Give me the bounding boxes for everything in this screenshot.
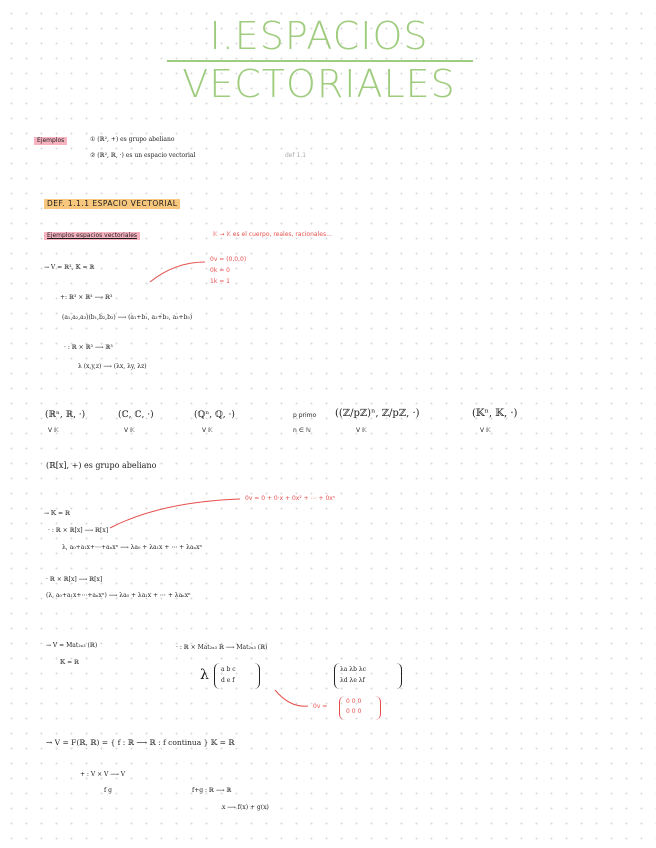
matrix-input-row1: a b c bbox=[221, 666, 236, 673]
ex1-one-k: 1k = 1 bbox=[210, 278, 230, 285]
ex1-scalar-op: · : ℝ × ℝ³ ⟶ ℝ³ bbox=[64, 344, 113, 351]
space-kn: (𝕂ⁿ, 𝕂, ·) bbox=[472, 408, 518, 419]
functions-sum-map: x ⟶ f(x) + g(x) bbox=[222, 804, 269, 811]
prime-note: p primo bbox=[293, 412, 317, 419]
matrix-zero-label: 0v = bbox=[313, 703, 328, 710]
ex1-zero-v: 0v = (0,0,0) bbox=[210, 256, 247, 263]
matrix-zero-row2: 0 0 0 bbox=[346, 708, 362, 715]
ex1-scalar-map: λ (x,y,z) ⟶ (λx, λy, λz) bbox=[78, 363, 147, 370]
intro-line2: ② (ℝ², ℝ, ·) es un espacio vectorial bbox=[90, 152, 196, 159]
examples-note: 𝕂 → 𝕂 es el cuerpo, reales, racionales… bbox=[213, 231, 333, 238]
poly-scalar-map2: (λ, a₀+a₁x+⋯+aₙxⁿ) ⟶ λa₀ + λa₁x + ⋯ + λaₙxⁿ bbox=[46, 592, 191, 599]
intro-line1: ① (ℝ², +) es grupo abeliano bbox=[90, 136, 175, 143]
poly-k: → 𝕂 = ℝ bbox=[44, 510, 70, 517]
space-kn-sub: V 𝕂 bbox=[480, 427, 491, 434]
space-rn: (ℝⁿ, ℝ, ·) bbox=[45, 410, 86, 420]
ex1-zero-k: 0k = 0 bbox=[210, 267, 230, 274]
poly-scalar-op: · : ℝ × ℝ[x] ⟶ ℝ[x] bbox=[48, 527, 109, 534]
poly-scalar-map: λ, a₀+a₁x+⋯+aₙxⁿ ⟶ λa₀ + λa₁x + ⋯ + λaₙxⁿ bbox=[62, 544, 203, 551]
space-c-sub: V 𝕂 bbox=[124, 427, 135, 434]
functions-sum-op: + : V × V ⟶ V bbox=[80, 771, 126, 778]
poly-zero: 0v = 0 + 0·x + 0x² + ⋯ + 0xⁿ bbox=[245, 495, 336, 502]
space-zp: ((ℤ/pℤ)ⁿ, ℤ/pℤ, ·) bbox=[335, 408, 420, 419]
space-rn-sub: V 𝕂 bbox=[48, 427, 59, 434]
intro-label: Ejemplos bbox=[34, 137, 67, 145]
arrow-zero-vector-3 bbox=[275, 690, 308, 706]
functions-sum: f+g : ℝ ⟶ ℝ bbox=[192, 787, 232, 794]
intro-ref: def 1.1 bbox=[285, 152, 307, 159]
matrix-zero-row1: 0 0 0 bbox=[346, 698, 362, 705]
matrix-result-row2: λd λe λf bbox=[340, 677, 365, 684]
definition-heading: DEF. 1.1.1 ESPACIO VECTORIAL bbox=[44, 199, 180, 209]
space-qn: (ℚⁿ, ℚ, ·) bbox=[194, 410, 235, 420]
matrix-scalar-op: · : ℝ × Mat₂ₓ₃ ℝ ⟶ Mat₂ₓ₃ (ℝ) bbox=[176, 644, 268, 651]
space-c: (ℂ, ℂ, ·) bbox=[118, 410, 154, 420]
functions-v: → V = F(ℝ, ℝ) = { f : ℝ ⟶ ℝ : f continua } 𝕂 = ℝ bbox=[46, 738, 235, 747]
arrow-zero-vector-2 bbox=[110, 499, 240, 528]
matrix-lambda: λ bbox=[200, 667, 209, 683]
arrow-zero-vector-1 bbox=[150, 262, 205, 282]
ex1-sum-map: (a₁,a₂,a₃)(b₁,b₂,b₃) ⟶ (a₁+b₁, a₂+b₂, a₃+b₃) bbox=[62, 314, 193, 321]
matrix-result-row1: λa λb λc bbox=[340, 666, 367, 673]
page-title: I.ESPACIOS VECTORIALES bbox=[182, 14, 456, 106]
poly-scalar-op2: · ℝ × ℝ[x] ⟶ ℝ[x] bbox=[46, 576, 103, 583]
ex1-vk: → V = ℝ³, 𝕂 = ℝ bbox=[44, 264, 95, 271]
functions-fg: f g bbox=[104, 787, 112, 794]
space-qn-sub: V 𝕂 bbox=[202, 427, 213, 434]
space-zp-sub: V 𝕂 bbox=[356, 427, 367, 434]
matrix-k: 𝕂 = ℝ bbox=[60, 659, 80, 666]
matrix-input-row2: d e f bbox=[221, 677, 235, 684]
poly-group: (ℝ[x], +) es grupo abeliano bbox=[46, 461, 157, 470]
matrix-v: → V = Mat₂ₓ₃ (ℝ) bbox=[46, 642, 98, 649]
examples-heading: Ejemplos espacios vectoriales bbox=[44, 232, 140, 240]
ex1-sum-op: +: ℝ³ × ℝ³ ⟶ ℝ³ bbox=[60, 294, 113, 301]
n-natural-note: n ∈ ℕ bbox=[293, 427, 311, 434]
